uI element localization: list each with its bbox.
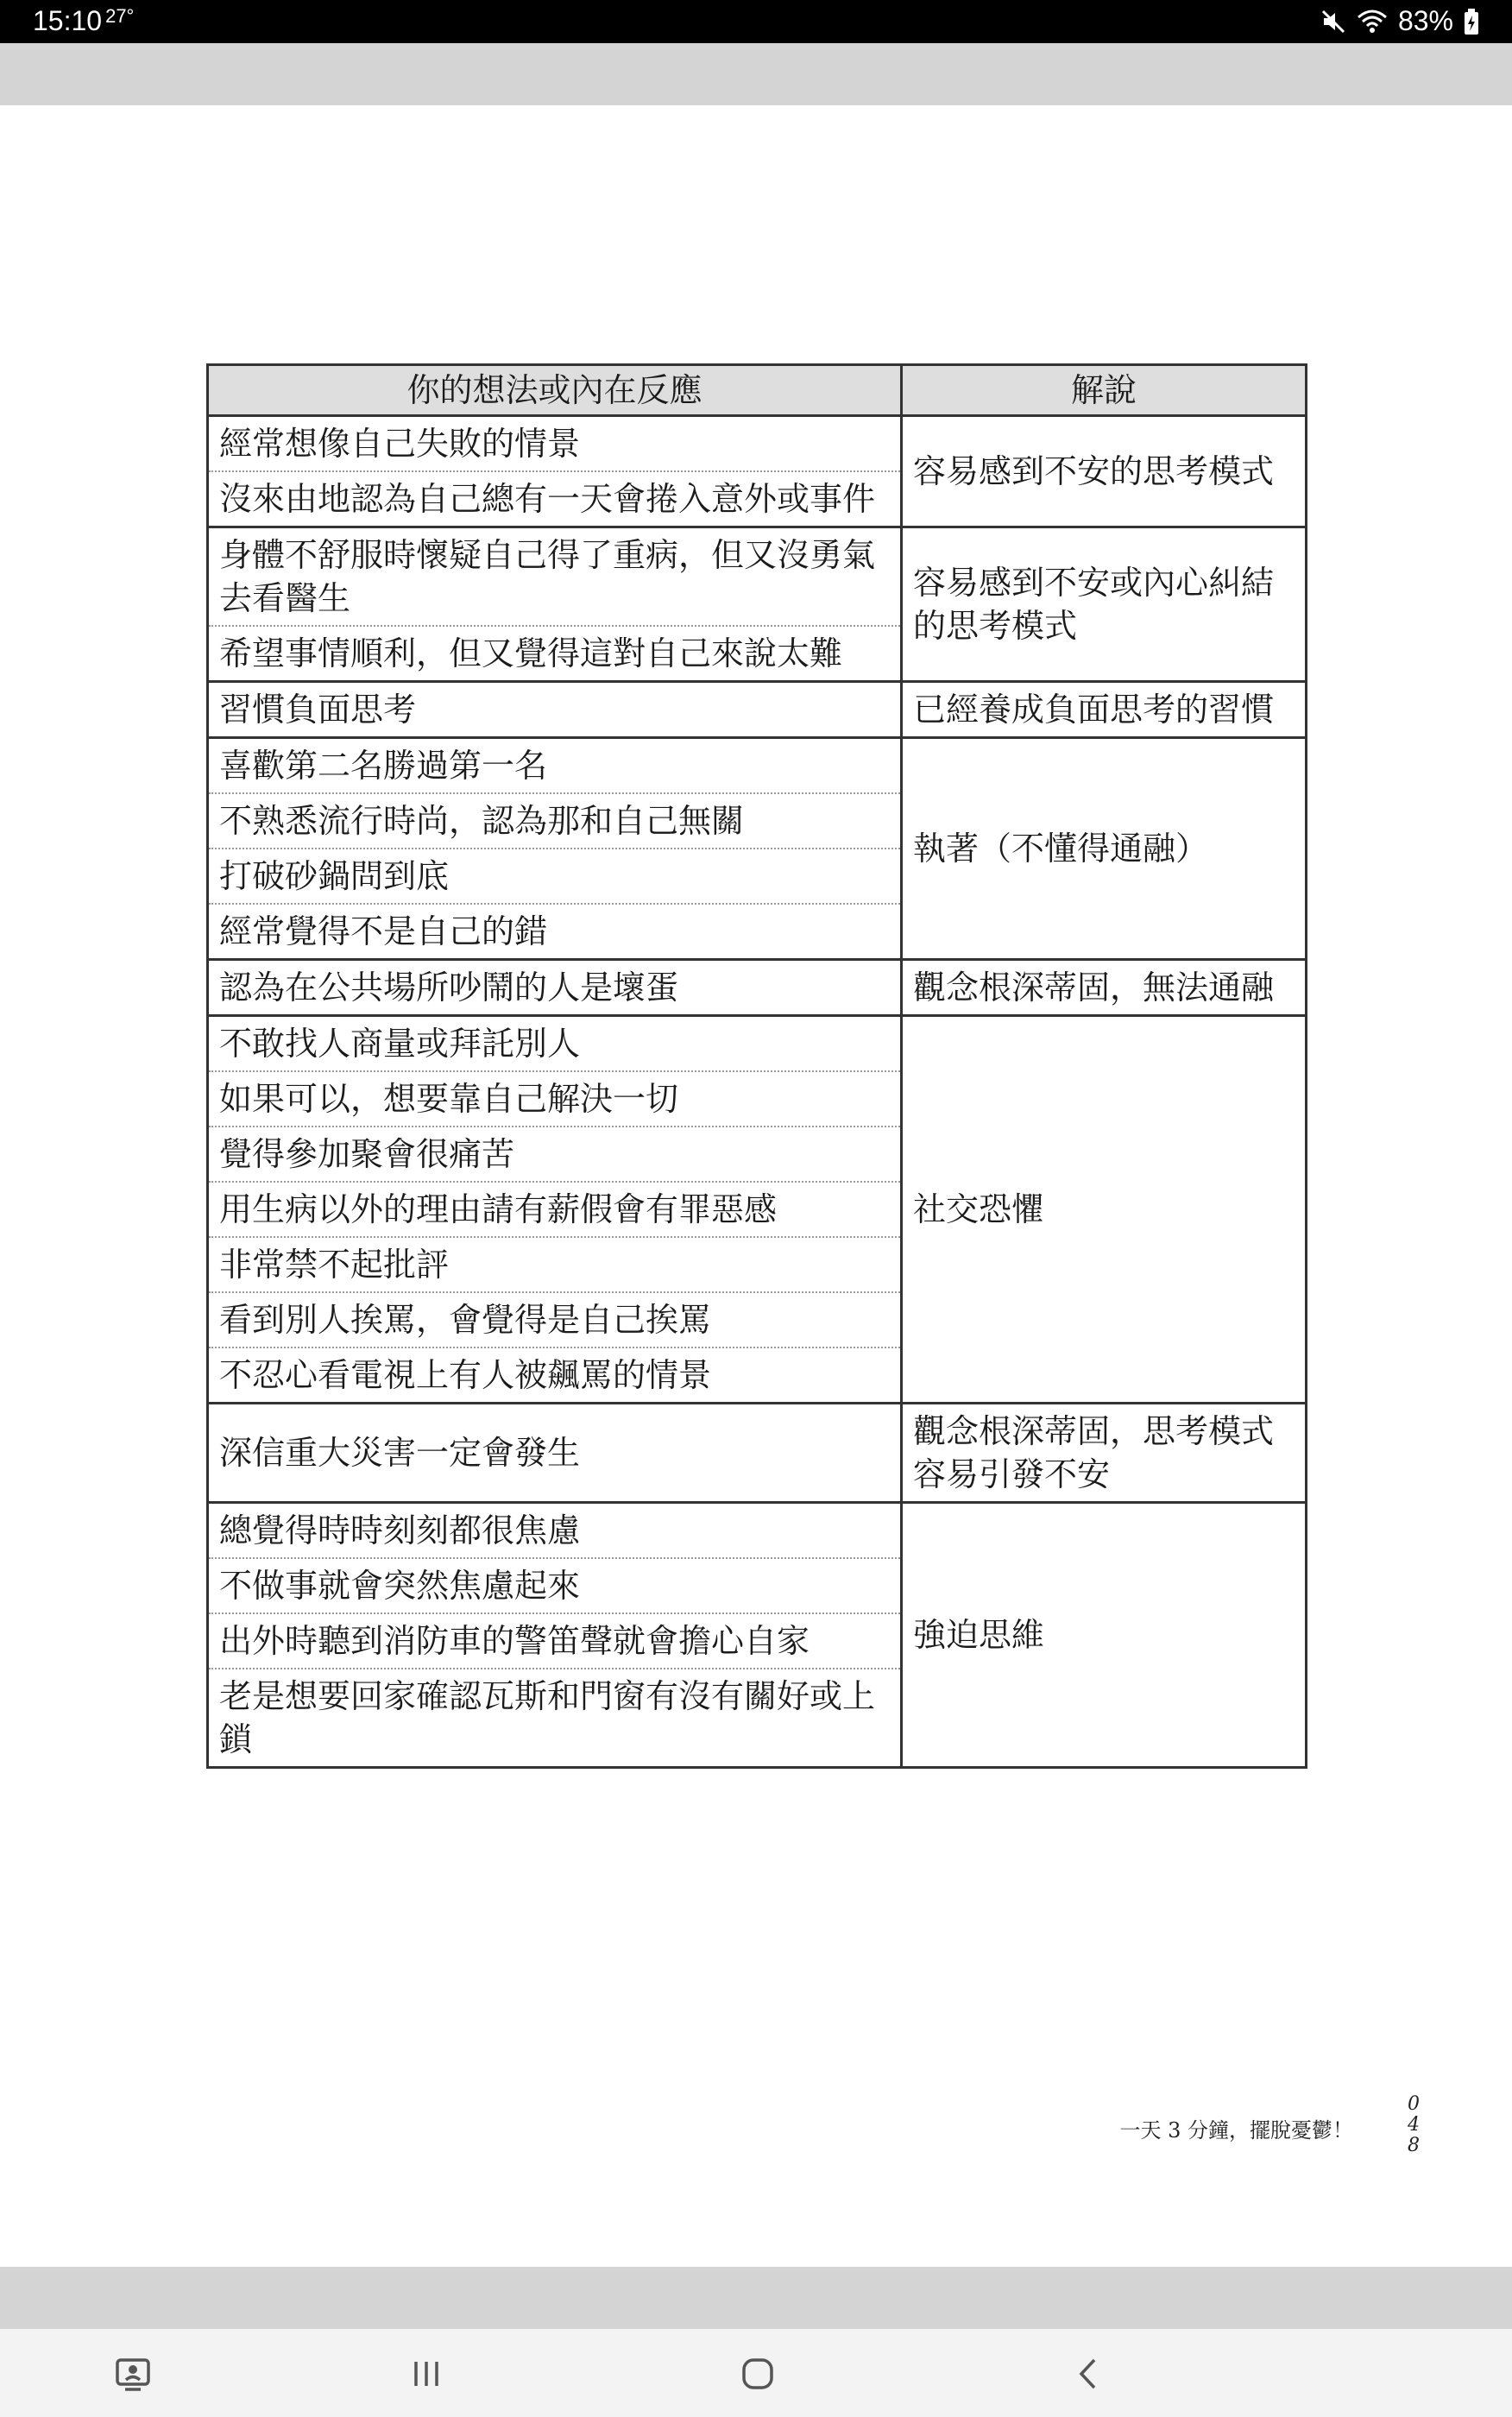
explanation-cell: 容易感到不安或內心糾結的思考模式	[902, 527, 1307, 682]
page-number-digit: 0	[1408, 2093, 1420, 2115]
navigation-bar	[0, 2329, 1512, 2417]
reaction-cell: 覺得參加聚會很痛苦	[208, 1126, 902, 1182]
table-row	[208, 960, 1307, 1016]
status-bar	[0, 0, 1512, 43]
header-reaction: 你的想法或內在反應	[208, 365, 902, 416]
explanation-cell: 觀念根深蒂固，思考模式容易引發不安	[902, 1404, 1307, 1503]
viewer-bottom-band	[0, 2267, 1512, 2329]
reaction-cell: 非常禁不起批評	[208, 1237, 902, 1292]
explanation-cell: 已經養成負面思考的習慣	[902, 682, 1307, 738]
recent-apps-icon[interactable]	[400, 2348, 452, 2400]
explanation-cell: 容易感到不安的思考模式	[902, 416, 1307, 527]
reaction-cell: 不熟悉流行時尚，認為那和自己無關	[208, 793, 902, 849]
table-row	[208, 1404, 1307, 1503]
table-row	[208, 1016, 1307, 1072]
table-row	[208, 416, 1307, 472]
status-icons	[1320, 5, 1479, 37]
reaction-cell: 認為在公共場所吵鬧的人是壞蛋	[208, 960, 902, 1016]
table-row	[208, 527, 1307, 627]
explanation-cell: 觀念根深蒂固，無法通融	[902, 960, 1307, 1016]
status-temperature: 27°	[105, 5, 135, 27]
page-number-digit: 8	[1408, 2135, 1420, 2156]
explanation-cell: 強迫思維	[902, 1503, 1307, 1768]
reaction-cell: 深信重大災害一定會發生	[208, 1404, 902, 1503]
reaction-cell: 經常想像自己失敗的情景	[208, 416, 902, 472]
reaction-cell: 打破砂鍋問到底	[208, 849, 902, 904]
reaction-cell: 用生病以外的理由請有薪假會有罪惡感	[208, 1182, 902, 1237]
table-row	[208, 1503, 1307, 1559]
page-number	[1405, 2094, 1422, 2156]
reaction-cell: 身體不舒服時懷疑自己得了重病，但又沒勇氣去看醫生	[208, 527, 902, 627]
reactions-table	[206, 363, 1307, 1769]
reaction-cell: 如果可以，想要靠自己解決一切	[208, 1071, 902, 1126]
table-body	[208, 416, 1307, 1768]
table-row	[208, 682, 1307, 738]
screenshot-icon[interactable]	[107, 2348, 159, 2400]
battery-level: 83%	[1397, 5, 1453, 36]
back-icon[interactable]	[1063, 2348, 1115, 2400]
reaction-cell: 沒來由地認為自己總有一天會捲入意外或事件	[208, 471, 902, 527]
explanation-cell: 執著（不懂得通融）	[902, 738, 1307, 960]
reaction-cell: 喜歡第二名勝過第一名	[208, 738, 902, 794]
page-number-digit: 4	[1408, 2114, 1420, 2136]
reaction-cell: 不做事就會突然焦慮起來	[208, 1558, 902, 1613]
reaction-cell: 老是想要回家確認瓦斯和門窗有沒有關好或上鎖	[208, 1669, 902, 1768]
footer-book-title: 一天 3 分鐘，擺脫憂鬱！	[1119, 2118, 1353, 2142]
home-icon[interactable]	[732, 2348, 784, 2400]
reaction-cell: 出外時聽到消防車的警笛聲就會擔心自家	[208, 1613, 902, 1669]
mute-icon	[1320, 9, 1346, 35]
explanation-cell: 社交恐懼	[902, 1016, 1307, 1404]
reaction-cell: 希望事情順利，但又覺得這對自己來說太難	[208, 626, 902, 682]
status-time: 15:10 $^{27^\circ}$	[33, 5, 135, 36]
viewer-top-band	[0, 43, 1512, 105]
battery-icon	[1464, 9, 1479, 35]
header-explanation: 解說	[902, 365, 1307, 416]
wifi-icon	[1357, 9, 1388, 35]
reaction-cell: 習慣負面思考	[208, 682, 902, 738]
reaction-cell: 不敢找人商量或拜託別人	[208, 1016, 902, 1072]
reaction-cell: 總覺得時時刻刻都很焦慮	[208, 1503, 902, 1559]
reaction-cell: 不忍心看電視上有人被飆罵的情景	[208, 1347, 902, 1404]
table-header-row	[208, 365, 1307, 416]
table-row	[208, 738, 1307, 794]
reaction-cell: 經常覺得不是自己的錯	[208, 904, 902, 960]
reaction-cell: 看到別人挨罵，會覺得是自己挨罵	[208, 1292, 902, 1347]
